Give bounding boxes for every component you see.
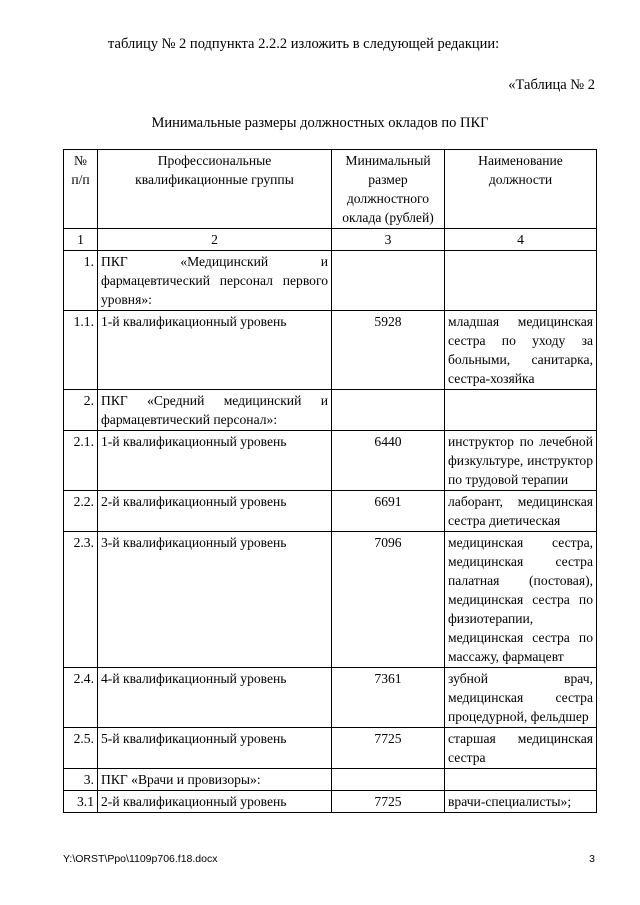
row-number: 1. <box>64 251 98 311</box>
row-amount <box>332 769 445 791</box>
row-positions: лаборант, медицинская сестра диетическая <box>445 491 597 532</box>
row-group: 4-й квалификационный уровень <box>98 668 332 728</box>
row-positions: младшая медицинская сестра по уходу за больными, санитарка, сестра-хозяйка <box>445 311 597 390</box>
row-amount <box>332 251 445 311</box>
row-positions: медицинская сестра, медицинская сестра палатная (постовая), медицинская сестра по физиотерапии, медицинская сестра по массажу, фармацевт <box>445 532 597 668</box>
intro-text: таблицу № 2 подпункта 2.2.2 изложить в следующей редакции: <box>108 36 500 52</box>
table-row <box>64 728 597 769</box>
row-positions: зубной врач, медицинская сестра процедурной, фельдшер <box>445 668 597 728</box>
row-amount: 7096 <box>332 532 445 668</box>
row-number: 2.1. <box>64 431 98 491</box>
row-number: 2.2. <box>64 491 98 532</box>
row-amount: 7725 <box>332 791 445 813</box>
row-group: ПКГ «Средний медицинский и фармацевтический персонал»: <box>98 390 332 431</box>
row-positions <box>445 390 597 431</box>
row-amount: 5928 <box>332 311 445 390</box>
row-group: 2-й квалификационный уровень <box>98 791 332 813</box>
table-row <box>64 431 597 491</box>
header-number: № п/п <box>64 150 98 229</box>
table-row <box>64 491 597 532</box>
column-number: 2 <box>98 229 332 251</box>
row-number: 2. <box>64 390 98 431</box>
row-group: 2-й квалификационный уровень <box>98 491 332 532</box>
row-number: 3.1 <box>64 791 98 813</box>
row-number: 2.3. <box>64 532 98 668</box>
row-positions <box>445 251 597 311</box>
table-caption: «Таблица № 2 <box>508 77 595 93</box>
table-row <box>64 532 597 668</box>
row-group: 1-й квалификационный уровень <box>98 431 332 491</box>
row-number: 2.5. <box>64 728 98 769</box>
table-row <box>64 251 597 311</box>
column-number-row <box>64 229 597 251</box>
row-amount: 7725 <box>332 728 445 769</box>
table-row <box>64 791 597 813</box>
row-group: ПКГ «Врачи и провизоры»: <box>98 769 332 791</box>
row-group: ПКГ «Медицинский и фармацевтический персонал первого уровня»: <box>98 251 332 311</box>
table-header-row <box>64 150 597 229</box>
page-number: 3 <box>589 853 595 865</box>
row-group: 1-й квалификационный уровень <box>98 311 332 390</box>
header-group: Профессиональные квалификационные группы <box>98 150 332 229</box>
table-row <box>64 390 597 431</box>
row-number: 2.4. <box>64 668 98 728</box>
table-row <box>64 311 597 390</box>
table-row <box>64 668 597 728</box>
row-amount: 6440 <box>332 431 445 491</box>
row-positions: врачи-специалисты»; <box>445 791 597 813</box>
footer-file-path: Y:\ORST\Ppo\1109p706.f18.docx <box>63 853 218 865</box>
row-positions <box>445 769 597 791</box>
salary-table <box>63 149 597 813</box>
header-amount: Минимальный размер должностного оклада (рублей) <box>332 150 445 229</box>
row-positions: старшая медицинская сестра <box>445 728 597 769</box>
column-number: 1 <box>64 229 98 251</box>
header-position: Наименование должности <box>445 150 597 229</box>
row-amount <box>332 390 445 431</box>
column-number: 4 <box>445 229 597 251</box>
row-number: 1.1. <box>64 311 98 390</box>
row-amount: 6691 <box>332 491 445 532</box>
table-row <box>64 769 597 791</box>
row-number: 3. <box>64 769 98 791</box>
row-positions: инструктор по лечебной физкультуре, инструктор по трудовой терапии <box>445 431 597 491</box>
row-group: 5-й квалификационный уровень <box>98 728 332 769</box>
row-group: 3-й квалификационный уровень <box>98 532 332 668</box>
table-title: Минимальные размеры должностных окладов по ПКГ <box>151 115 489 131</box>
column-number: 3 <box>332 229 445 251</box>
row-amount: 7361 <box>332 668 445 728</box>
